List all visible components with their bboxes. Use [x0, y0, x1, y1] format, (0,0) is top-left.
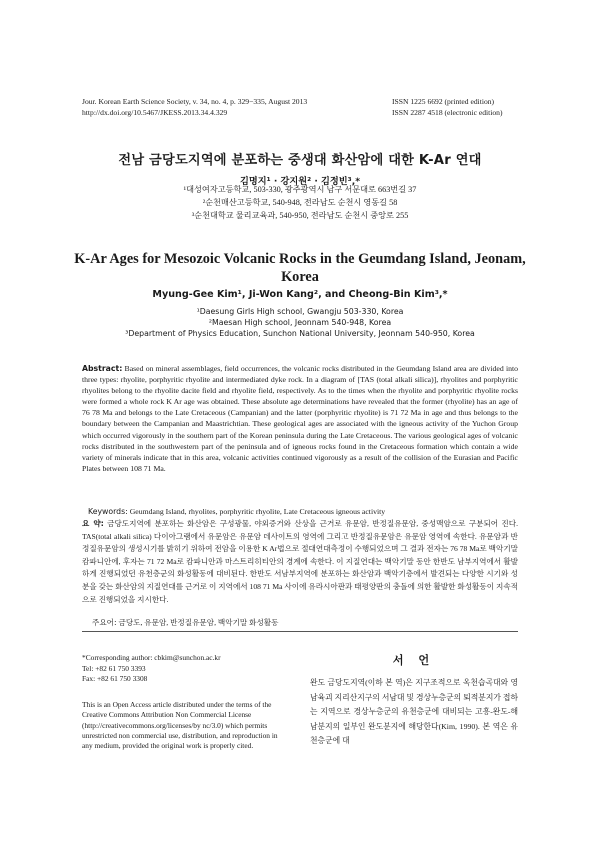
korean-abstract-text: 금당도지역에 분포하는 화산암은 구성광물, 야외증거와 산상을 근거로 유문암, 반정질유문암, 중성맥암으로 구분되어 진다. TAS(total alkali silica) 다이아그램에서 유문암은 유문암 데사이트의 영역에 그리고 반정질유문암은 유문암 영역에 속한다. 유문암과 반정질유문암의 생성시기를 밝히기 위하여 전암을 이용한 K Ar법으로 절대연대측정이 수행되었으며 그 결과 전자는 76 78 Ma로 백악기말 캄파니안에, 후자는 71 72 Ma로 캄파니안과 마스트리히티안의 경계에 속한다. 이 지질연대는 백악기말 동안 한반도 남부지역에서 활발하게 진행되었던 유천층군의 화성활동에 대비된다. 한반도 서남부지역에 분포하는 화산암과 백악기층에서 발견되는 다양한 시기와 성분을 갖는 화산암의 지질연대를 근거로 이 지역에서 108 71 Ma 사이에 유라시아판과 태평양판의 충돌에 의한 활발한 화성활동이 지속적으로 진행되었을 지시한다.: [82, 519, 518, 604]
english-title: K-Ar Ages for Mesozoic Volcanic Rocks in the Geumdang Island, Jeonam, Korea: [74, 251, 526, 285]
keywords: [88, 506, 518, 517]
journal-citation: [82, 97, 307, 118]
english-affiliation-1: ¹Daesung Girls High school, Gwangju 503-330, Korea: [196, 307, 404, 316]
keywords-label: Keywords:: [88, 507, 128, 516]
korean-keywords-label: 주요어:: [92, 618, 117, 627]
introduction-heading: 서 언: [392, 655, 436, 667]
abstract: [82, 363, 518, 474]
english-affiliation-3: ³Department of Physics Education, Sunchon National University, Jeonnam 540-950, Korea: [125, 329, 475, 339]
introduction-text: 완도 금당도지역(이하 본 역)은 지구조적으로 옥천습곡대와 영남육괴 지리산지구의 서남대 및 경상누층군의 퇴적분지가 접하는 지역으로 경상누층군의 유천층군에 대비되는 고흥-완도-해남분지의 일부인 완도분지에 해당한다(Kim, 1990). 본 역은 유천층군에 대: [310, 678, 518, 746]
issn-print: ISSN 1225 6692 (printed edition): [392, 97, 495, 106]
korean-affiliation-3: ³순천대학교 물리교육과, 540-950, 전라남도 순천시 중앙로 255: [191, 210, 409, 220]
issn-block: [392, 97, 503, 118]
korean-keywords-text: 금당도, 유문암, 반정질유문암, 백악기말 화성활동: [118, 618, 279, 627]
abstract-label: Abstract:: [82, 364, 123, 373]
license-notice: This is an Open Access article distributed under the terms of the Creative Commons Attribution Non Commercial License (http://creativecommons.org/licenses/by nc/3.0) which permits unrestricted non commercial use, distribution, and reproduction in any medium, provided the original work is properly cited.: [82, 700, 278, 751]
korean-affiliations: [0, 184, 600, 222]
korean-keywords: [92, 617, 512, 628]
section-divider: [82, 631, 518, 632]
korean-affiliation-1: ¹대성여자고등학교, 503-330, 광주광역시 남구 서문대로 663번길 37: [183, 185, 417, 194]
telephone: Tel: +82 61 750 3393: [82, 663, 146, 673]
korean-abstract-label: 요 약:: [82, 519, 104, 528]
korean-authors: 김명지¹ · 강지원² · 김정빈³,*: [239, 176, 361, 187]
korean-title: 전남 금당도지역에 분포하는 중생대 화산암에 대한 K-Ar 연대: [118, 153, 482, 168]
contact-info: [82, 653, 282, 685]
issn-electronic: ISSN 2287 4518 (electronic edition): [392, 107, 503, 117]
abstract-text: Based on mineral assemblages, field occurrences, the volcanic rocks distributed in the Geumdang Island area are divided into three types: rhyolite, porphyritic rhyolite and intermediated dyke rock. In a diagram of [TAS (total alkali silica)], rhyolites and porphyritic rhyolites belong to the rhyolite dacite field and rhyolite field, respectively. As to the times when the rhyolite and porphyritic rhyolite rocks were formed a whole rock K Ar age was obtained. These absolute age determinations have revealed that the former (rhyolite) has an age of 76 78 Ma and belongs to the Late Cretaceous (Campanian) and the latter (porphyritic rhyolite) is 71 72 Ma in age and thus belongs to the boundary between the Campanian and Maastrichtian. These geological ages are associated with the igneous activity of the Yuchon Group which occurred vigorously in the southern part of the Korean peninsula during the Late Cretaceous. The various geological ages of volcanic rocks distributed in the southwestern part of the peninsula and of igneous rocks found in the Cretaceous formation which contain a wide variety of minerals indicate that in this area, volcanic activities continued vigorously as a result of the collision of the Eurasian and Pacific Plates between 108 71 Ma.: [82, 364, 519, 473]
journal-line: Jour. Korean Earth Science Society, v. 34, no. 4, p. 329−335, August 2013: [82, 97, 308, 106]
korean-abstract: [82, 518, 518, 606]
corresponding-author: *Corresponding author: cbkim@sunchon.ac.kr: [82, 653, 221, 662]
english-affiliation-2: ²Maesan High school, Jeonnam 540-948, Korea: [208, 318, 392, 328]
keywords-text: Geumdang Island, rhyolites, porphyritic rhyolite, Late Cretaceous igneous activity: [129, 507, 386, 516]
doi-link[interactable]: http://dx.doi.org/10.5467/JKESS.2013.34.4.329: [82, 107, 228, 117]
fax: Fax: +82 61 750 3308: [82, 674, 148, 684]
english-authors: Myung-Gee Kim¹, Ji-Won Kang², and Cheong-Bin Kim³,*: [152, 289, 448, 300]
korean-affiliation-2: ²순천매산고등학교, 540-948, 전라남도 순천시 영동길 58: [202, 197, 398, 207]
english-affiliations: [0, 306, 600, 340]
